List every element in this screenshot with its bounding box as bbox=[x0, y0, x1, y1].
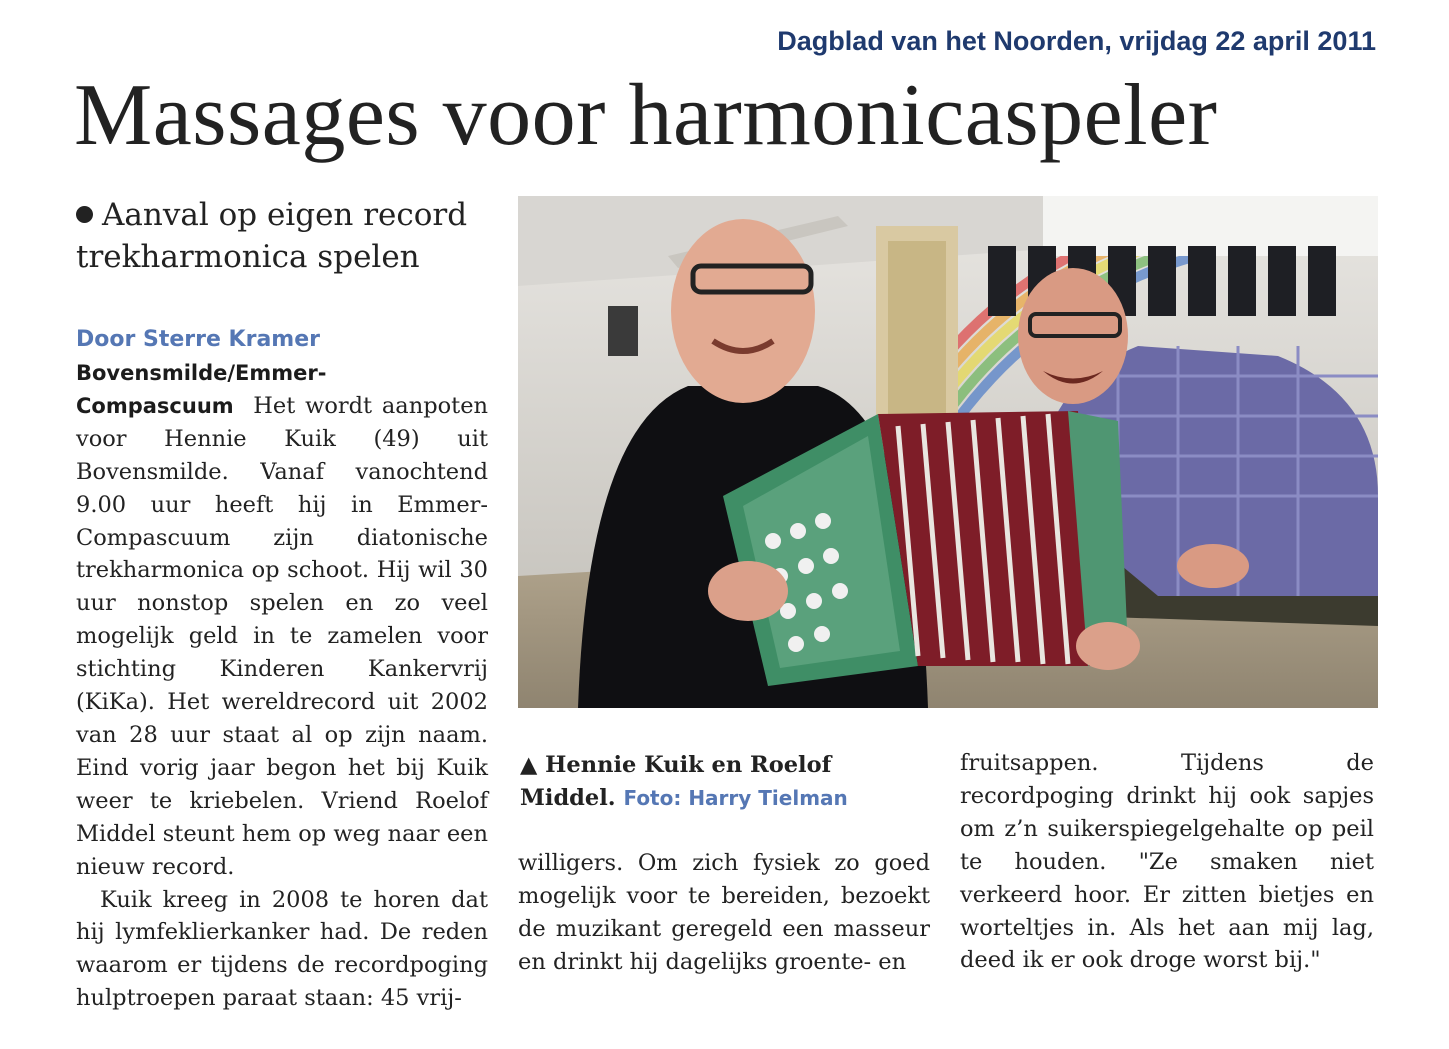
caption-text: Hennie Kuik en Roelof Middel. bbox=[520, 752, 832, 811]
photo-caption bbox=[520, 749, 930, 815]
paragraph-2: Kuik kreeg in 2008 te horen dat hij lymfeklierkanker had. De reden waarom er tijdens de recordpoging hulptroepen paraat staan: 45 vrij- bbox=[76, 886, 488, 1012]
article-subhead bbox=[76, 194, 496, 278]
article-photo bbox=[518, 196, 1378, 708]
article-dateline: Bovensmilde/Emmer-Compascuum bbox=[76, 361, 327, 418]
photo-credit: Foto: Harry Tielman bbox=[623, 785, 848, 810]
article-column-3 bbox=[960, 747, 1374, 977]
paragraph-3: willigers. Om zich fysiek zo goed mogelijk voor te bereiden, bezoekt de muzikant geregeld een masseur en drinkt hij dagelijks groente- en bbox=[518, 850, 930, 975]
newspaper-source-line: Dagblad van het Noorden, vrijdag 22 april 2011 bbox=[777, 26, 1376, 56]
paragraph-1-text: Het wordt aanpoten voor Hennie Kuik (49) uit Bovensmilde. Vanaf vanochtend 9.00 uur heeft hij in Emmer-Compascuum zijn diatonische trekharmonica op schoot. Hij wil 30 uur nonstop spelen en zo veel mogelijk geld in te zamelen voor stichting Kinderen Kankervrij (KiKa). Het wereldrecord uit 2002 van 28 uur staat al op zijn naam. Eind vorig jaar begon het bij Kuik weer te kriebelen. Vriend Roelof Middel steunt hem op weg naar een nieuw record. bbox=[76, 392, 488, 880]
article-byline: Door Sterre Kramer bbox=[76, 327, 320, 352]
bullet-icon bbox=[76, 206, 93, 223]
paragraph-4: fruitsappen. Tijdens de recordpoging drinkt hij ook sapjes om z’n suikerspiegelgehalte op peil te houden. "Ze smaken niet verkeerd hoor. Er zitten bietjes en worteltjes in. Als het aan mij lag, deed ik er ook droge worst bij." bbox=[960, 750, 1374, 974]
photo-accordion-icon bbox=[518, 196, 1378, 708]
article-column-2 bbox=[518, 847, 930, 979]
caption-triangle-icon: ▲ bbox=[520, 752, 538, 778]
article-column-1 bbox=[76, 357, 488, 1015]
subhead-text: Aanval op eigen record trekharmonica spelen bbox=[76, 197, 468, 275]
article-headline: Massages voor harmonicaspeler bbox=[74, 67, 1218, 164]
paragraph-1 bbox=[76, 357, 488, 884]
